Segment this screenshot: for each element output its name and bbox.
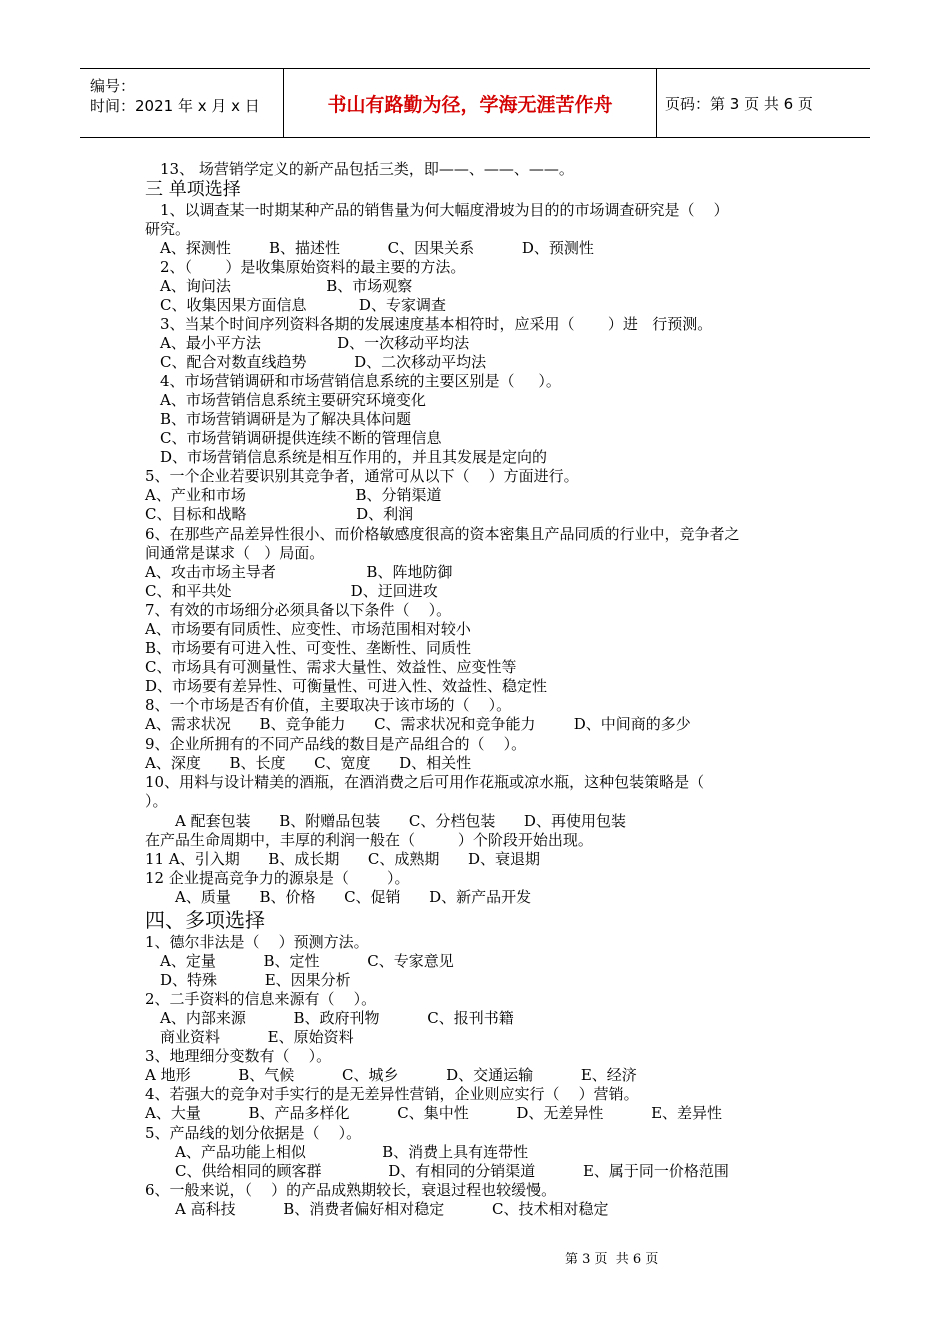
option-line: C、目标和战略 D、利润	[145, 505, 414, 523]
question-line: 9、企业所拥有的不同产品线的数目是产品组合的（ ）。	[145, 735, 527, 753]
option-line: A、攻击市场主导者 B、阵地防御	[145, 563, 453, 581]
option-line: A、探测性 B、描述性 C、因果关系 D、预测性	[160, 239, 594, 257]
option-line: A、定量 B、定性 C、专家意见	[160, 952, 454, 970]
question-line: 5、一个企业若要识别其竞争者，通常可从以下（ ）方面进行。	[145, 467, 579, 485]
question-line: 6、一般来说，（ ）的产品成熟期较长，衰退过程也较缓慢。	[145, 1181, 557, 1199]
question-line: 研究。	[145, 220, 191, 238]
question-line: 1、德尔非法是（ ）预测方法。	[145, 933, 369, 951]
question-line: 12 企业提高竞争力的源泉是（ ）。	[145, 869, 410, 887]
section-title-multiple-choice: 四、多项选择	[145, 908, 265, 932]
option-line: A、深度 B、长度 C、宽度 D、相关性	[145, 754, 472, 772]
option-line: C、市场营销调研提供连续不断的管理信息	[160, 429, 442, 447]
option-line: D、市场营销信息系统是相互作用的，并且其发展是定向的	[160, 448, 548, 466]
option-line: C、供给相同的顾客群 D、有相同的分销渠道 E、属于同一价格范围	[175, 1162, 729, 1180]
question-line: 1、以调查某一时期某种产品的销售量为何大幅度滑坡为目的的市场调查研究是（ ）	[160, 201, 729, 219]
option-line: A、需求状况 B、竞争能力 C、需求状况和竞争能力 D、中间商的多少	[145, 715, 691, 733]
option-line: A 高科技 B、消费者偏好相对稳定 C、技术相对稳定	[175, 1200, 609, 1218]
question-line: 2、二手资料的信息来源有（ ）。	[145, 990, 377, 1008]
option-line: A、内部来源 B、政府刊物 C、报刊书籍	[160, 1009, 514, 1027]
option-line: 11 A、引入期 B、成长期 C、成熟期 D、衰退期	[145, 850, 541, 868]
option-line: A、市场要有同质性、应变性、市场范围相对较小	[145, 620, 471, 638]
question-line: 10、用料与设计精美的酒瓶，在酒消费之后可用作花瓶或凉水瓶，这种包装策略是（	[145, 773, 705, 791]
question-line: 5、产品线的划分依据是（ ）。	[145, 1124, 362, 1142]
document-time-label: 时间：2021 年 x 月 x 日	[90, 97, 260, 115]
option-line: C、配合对数直线趋势 D、二次移动平均法	[160, 353, 487, 371]
header-motto: 书山有路勤为径，学海无涯苦作舟	[284, 69, 657, 137]
option-line: C、市场具有可测量性、需求大量性、效益性、应变性等	[145, 658, 517, 676]
option-line: D、特殊 E、因果分析	[160, 971, 351, 989]
option-line: A、产品功能上相似 B、消费上具有连带性	[175, 1143, 529, 1161]
document-number-label: 编号：	[90, 77, 136, 95]
question-line: 4、若强大的竞争对手实行的是无差异性营销，企业则应实行（ ）营销。	[145, 1085, 639, 1103]
option-line: A 配套包装 B、附赠品包装 C、分档包装 D、再使用包装	[175, 812, 626, 830]
option-line: A、询问法 B、市场观察	[160, 277, 413, 295]
option-line: 商业资料 E、原始资料	[160, 1028, 354, 1046]
question-line: 2、（ ）是收集原始资料的最主要的方法。	[160, 258, 466, 276]
option-line: B、市场营销调研是为了解决具体问题	[160, 410, 412, 428]
question-line: 3、地理细分变数有（ ）。	[145, 1047, 332, 1065]
question-line: ）。	[145, 792, 168, 810]
question-line: 6、在那些产品差异性很小、而价格敏感度很高的资本密集且产品同质的行业中，竞争者之	[145, 525, 740, 543]
question-line: 7、有效的市场细分必须具备以下条件（ ）。	[145, 601, 452, 619]
option-line: C、和平共处 D、迂回进攻	[145, 582, 438, 600]
question-line: 4、市场营销调研和市场营销信息系统的主要区别是（ ）。	[160, 372, 561, 390]
question-13-line: 13、 场营销学定义的新产品包括三类，即——、——、——。	[160, 160, 574, 178]
question-line: 在产品生命周期中，丰厚的利润一般在（ ）个阶段开始出现。	[145, 831, 593, 849]
option-line: C、收集因果方面信息 D、专家调查	[160, 296, 446, 314]
option-line: D、市场要有差异性、可衡量性、可进入性、效益性、稳定性	[145, 677, 548, 695]
question-line: 间通常是谋求（ ）局面。	[145, 544, 325, 562]
option-line: A、市场营销信息系统主要研究环境变化	[160, 391, 426, 409]
section-title-single-choice: 三 单项选择	[145, 179, 241, 200]
header-page-label: 页码：第 3 页 共 6 页	[665, 94, 813, 113]
option-line: A、产业和市场 B、分销渠道	[145, 486, 442, 504]
page-footer: 第 3 页 共 6 页	[565, 1252, 659, 1267]
option-line: A、最小平方法 D、一次移动平均法	[160, 334, 470, 352]
question-line: 8、一个市场是否有价值，主要取决于该市场的（ ）。	[145, 696, 512, 714]
option-line: A 地形 B、气候 C、城乡 D、交通运输 E、经济	[145, 1066, 637, 1084]
option-line: B、市场要有可进入性、可变性、垄断性、同质性	[145, 639, 472, 657]
question-line: 3、当某个时间序列资料各期的发展速度基本相符时，应采用（ ）进 行预测。	[160, 315, 713, 333]
option-line: A、大量 B、产品多样化 C、集中性 D、无差异性 E、差异性	[145, 1104, 723, 1122]
option-line: A、质量 B、价格 C、促销 D、新产品开发	[175, 888, 532, 906]
